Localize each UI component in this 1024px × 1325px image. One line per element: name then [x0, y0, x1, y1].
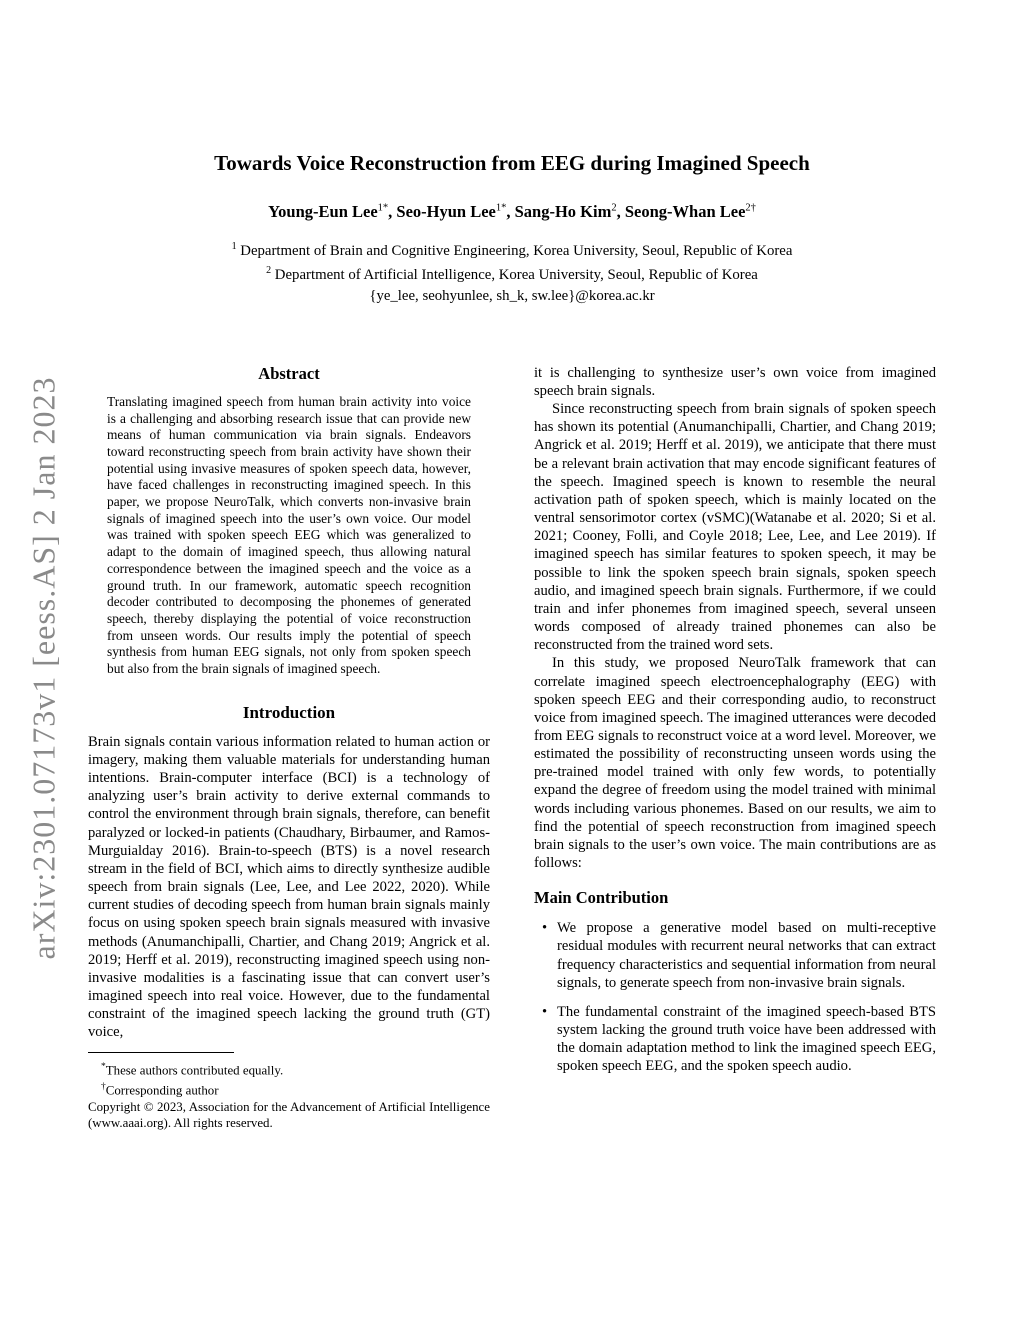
paper-header [0, 0, 1024, 306]
main-contribution-heading: Main Contribution [534, 888, 669, 908]
footnote-corresponding-author: †Corresponding author [101, 1082, 219, 1098]
author-line [0, 202, 1024, 222]
introduction-heading: Introduction [242, 702, 336, 722]
footnote-rule [88, 1052, 234, 1053]
author-3: Seong-Whan Lee$^{2\dagger}$ [624, 202, 756, 221]
author-1: Seo-Hyun Lee$^{1*}$, [396, 202, 515, 221]
left-column [88, 364, 490, 1131]
paper-title: Towards Voice Reconstruction from EEG during Imagined Speech [214, 151, 810, 175]
arxiv-watermark: arXiv:2301.07173v1 [eess.AS] 2 Jan 2023 [25, 376, 62, 960]
abstract-text: Translating imagined speech from human brain activity into voice is a challenging and absorbing research issue that can provide new means of human communication via brain signals. Endeavors toward reconstructing speech from brain activity have shown their potential using invasive measures of spoken speech data, however, have faced challenges in reconstructing imagined speech. In this paper, we propose NeuroTalk, which converts non-invasive brain signals of imagined speech into the user’s own voice. Our model was trained with spoken speech EEG which was generalized to adapt to the domain of imagined speech, thus allowing natural correspondence between the imagined speech and the voice as a ground truth. In our framework, automatic speech recognition decoder contributed to decomposing the phonemes of generated speech, thereby displaying the potential of voice reconstruction from unseen words. Our results imply the potential of speech synthesis from human EEG signals, not only from spoken speech but also from the brain signals of imagined speech. [107, 393, 471, 677]
right-column [534, 364, 936, 1131]
author-1-superscript: 1* [495, 202, 507, 214]
affiliation-1: $^1$ Department of Brain and Cognitive Engineering, Korea University, Seoul, Republic of Korea [231, 241, 793, 259]
affiliation-2: $^2$ Department of Artificial Intelligence, Korea University, Seoul, Republic of Korea [266, 264, 758, 283]
introduction-paragraph: Brain signals contain various information related to human action or imagery, making them valuable materials for understanding human intentions. Brain-computer interface (BCI) is a technology of analyzing user’s brain activity to derive external commands to control the environment through brain signals, therefore, can benefit paralyzed or locked-in patients (Chaudhary, Birbaumer, and Ramos-Murguialday 2016). Brain-to-speech (BTS) is a novel research stream in the field of BCI, which aims to directly synthesize audible speech from brain signals (Lee, Lee, and Lee 2022, 2020). While current studies of decoding speech from human brain signals mainly focus on using spoken speech brain signals measured with invasive methods (Anumanchipalli, Chartier, and Chang 2019; Angrick et al. 2019; Herff et al. 2019), reconstructing imagined speech using non-invasive modalities is a fascinating issue that can convert user’s imagined speech into real voice. However, due to the fundamental constraint of the imagined speech lacking the ground truth (GT) voice, [88, 733, 490, 1041]
bullet-icon: • [542, 1003, 548, 1020]
copyright-notice: Copyright © 2023, Association for the Advancement of Artificial Intelligence (www.aaai.org). All rights reserved. [88, 1099, 490, 1130]
body-paragraph: Since reconstructing speech from brain signals of spoken speech has shown its potential (Anumanchipalli, Chartier, and Chang 2019; Angrick et al. 2019; Herff et al. 2019), we anticipate that there must be a relevant brain activation that may encode significant features of the speech. Imagined speech is known to resemble the neural activation path of spoken speech, which is mainly located on the ventral sensorimotor cortex (vSMC)(Watanabe et al. 2020; Si et al. 2021; Cooney, Folli, and Coyle 2018; Lee, Lee, and Lee 2019). If imagined speech has similar features to spoken speech, it may be possible to link the spoken speech brain signals, spoken speech audio, and imagined speech brain signals. Furthermore, if we could train and infer phonemes from imagined speech, several unseen words composed of already trained phonemes can also be reconstructed from the trained word sets. [534, 401, 936, 654]
body-paragraph: In this study, we proposed NeuroTalk framework that can correlate imagined speech electroencephalography (EEG) with spoken speech EEG and their corresponding audio, to reconstruct voice from imagined speech. The imagined utterances were decoded from EEG signals to reconstruct voice at a word level. Moreover, we estimated the possibility of reconstructing unseen words using the pre-trained model trained with only few words, to potentially expand the degree of freedom using the model trained with minimal words including various phonemes. Based on our results, we aim to find the potential of speech reconstruction from imagined speech brain signals to the user’s own voice. The main contributions are as follows: [534, 655, 936, 872]
dagger-marker: † [101, 1082, 106, 1093]
continuation-paragraph: it is challenging to synthesize user’s own voice from imagined speech brain signals. [534, 364, 936, 399]
author-3-superscript: 2† [745, 202, 756, 214]
footnote-block [88, 1052, 490, 1131]
author-0: Young-Eun Lee$^{1*}$, [268, 202, 397, 221]
two-column-body [88, 364, 936, 1131]
affiliation-2-superscript: 2 [266, 264, 272, 276]
contribution-bullet-1: • We propose a generative model based on multi-receptive residual modules with recurrent neural networks that can extract frequency characteristics and sequential information from neural signals, to generate speech from non-invasive brain signals. [542, 920, 936, 991]
affiliation-1-superscript: 1 [231, 241, 237, 252]
author-2: Sang-Ho Kim$^2$, [514, 202, 625, 221]
contribution-bullet-2: • The fundamental constraint of the imagined speech-based BTS system lacking the ground truth voice have been addressed with the domain adaptation method to link the imagined speech EEG, spoken speech EEG, and the spoken speech audio. [542, 1003, 936, 1075]
email-line: {ye_lee, seohyunlee, sh_k, sw.lee}@korea.ac.kr [369, 287, 655, 304]
bullet-icon: • [542, 920, 548, 937]
abstract-heading: Abstract [258, 363, 320, 383]
footnote-equal-contribution: *These authors contributed equally. [101, 1062, 284, 1078]
asterisk-marker: * [101, 1062, 106, 1073]
author-2-superscript: 2 [611, 202, 617, 214]
author-0-superscript: 1* [377, 202, 389, 214]
